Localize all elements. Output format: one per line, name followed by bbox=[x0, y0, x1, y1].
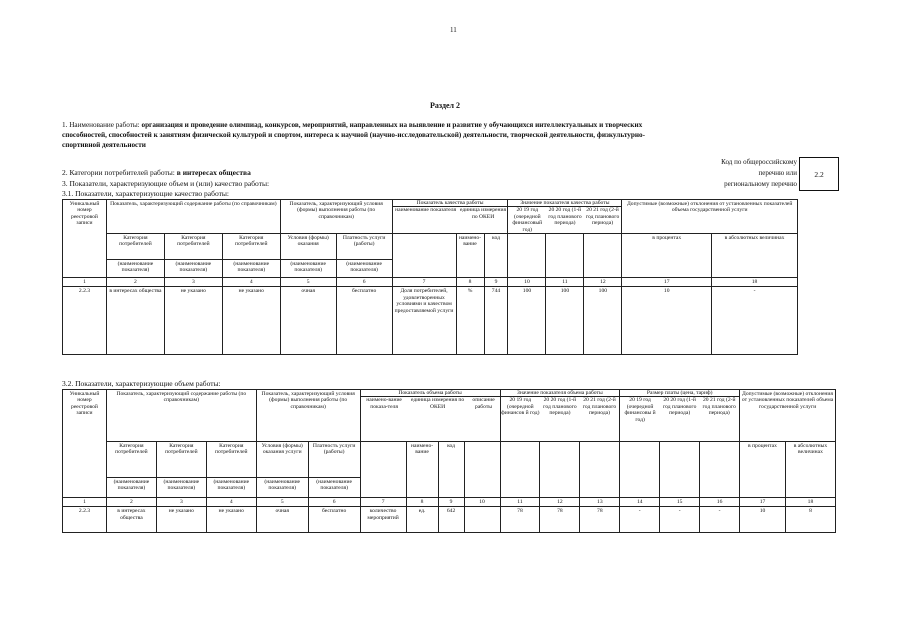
t1-num-cell-5: 5 bbox=[280, 278, 336, 287]
t1-h-y3-cell bbox=[584, 234, 622, 278]
t1-h-id: Уникальный номер реестровой записи bbox=[63, 200, 107, 278]
t2-h-f1-cell bbox=[620, 442, 660, 498]
t1-data-cell-11: 100 bbox=[546, 287, 584, 355]
t1-h-c3: Категория потребителей bbox=[222, 234, 280, 260]
t1-h-dev: Допустимые (возможные) отклонения от установленных показателей объема государственной услуги bbox=[622, 200, 798, 234]
t2-data-cell-14: - bbox=[620, 507, 660, 533]
t1-num-cell-8: 8 bbox=[456, 278, 484, 287]
t2-h-ind1: (наименование показателя) bbox=[106, 478, 156, 498]
consumers-label: 2. Категории потребителей работы: bbox=[62, 168, 175, 177]
t2-num-cell-9: 9 bbox=[438, 498, 464, 507]
t2-h-c5: Платность услуги (работы) bbox=[308, 442, 360, 478]
t2-num-cell-16: 16 bbox=[700, 498, 740, 507]
t1-num-cell-3: 3 bbox=[164, 278, 222, 287]
t1-num-cell-12: 12 bbox=[584, 278, 622, 287]
consumers-value: в интересах общества bbox=[176, 168, 251, 177]
t1-data-cell-3: не указано bbox=[164, 287, 222, 355]
t1-num-cell-1: 1 bbox=[63, 278, 107, 287]
t2-h-ind4: (наименование показателя) bbox=[256, 478, 308, 498]
quality-label: 3.1. Показатели, характеризующие качество работы: bbox=[62, 189, 229, 198]
t2-data-cell-2: в интересах общества bbox=[106, 507, 156, 533]
t2-data-cell-15: - bbox=[660, 507, 700, 533]
t2-h-ucode: код bbox=[438, 442, 464, 498]
t2-data-cell-4: не указано bbox=[206, 507, 256, 533]
t2-h-uname: наимено-вание bbox=[406, 442, 438, 498]
t2-h-dev: Допустимые (возможные) отклонения от установленных показателей объема государственной услуги bbox=[740, 390, 836, 442]
t1-h-y2: 20 20 год (1-й год планового периода) bbox=[548, 207, 582, 227]
t2-h-vname-cell bbox=[360, 442, 406, 498]
section-title: Раздел 2 bbox=[430, 101, 461, 110]
t1-h-qname: наименование показателя bbox=[395, 207, 457, 214]
t2-h-c4: Условия (формы) оказания услуги bbox=[256, 442, 308, 478]
t1-num-cell-6: 6 bbox=[336, 278, 392, 287]
t1-h-c1: Категория потребителей bbox=[106, 234, 164, 260]
t2-data-cell-11: 78 bbox=[500, 507, 540, 533]
t1-num-cell-11: 11 bbox=[546, 278, 584, 287]
t2-h-vol bbox=[360, 390, 500, 442]
t1-num-cell-13: 17 bbox=[622, 278, 712, 287]
t2-h-y1-cell bbox=[500, 442, 540, 498]
t2-data-cell-1: 2.2.3 bbox=[63, 507, 107, 533]
t2-data-cell-13: 78 bbox=[580, 507, 620, 533]
t1-h-qname-cell bbox=[392, 234, 456, 278]
code-label-line1: Код по общероссийскому bbox=[721, 158, 797, 166]
work-name-label: 1. Наименование работы: bbox=[62, 121, 140, 129]
t1-data-cell-9: 744 bbox=[484, 287, 508, 355]
t1-h-c4: Условия (формы) оказания bbox=[280, 234, 336, 260]
t2-num-cell-1: 1 bbox=[63, 498, 107, 507]
t2-num-cell-11: 11 bbox=[500, 498, 540, 507]
t1-h-y2-cell bbox=[546, 234, 584, 278]
t1-h-quality-title: Показатель качества работы bbox=[393, 200, 508, 207]
t2-h-value-title: Значение показателя объема работы bbox=[501, 390, 620, 397]
t2-num-cell-8: 8 bbox=[406, 498, 438, 507]
t1-h-content: Показатель, характеризующий содержание работы (по справочникам) bbox=[106, 200, 280, 234]
t2-h-id: Уникальный номер реестровой записи bbox=[63, 390, 107, 498]
t2-h-f1: 20 19 год (очередной финансовы й год) bbox=[624, 397, 656, 423]
t1-num-cell-9: 9 bbox=[484, 278, 508, 287]
t2-data-cell-16: - bbox=[700, 507, 740, 533]
t2-data-cell-5: очная bbox=[256, 507, 308, 533]
indicators-label: 3. Показатели, характеризующие объем и (или) качество работы: bbox=[62, 179, 270, 188]
t2-num-cell-17: 17 bbox=[740, 498, 786, 507]
code-label-line2: перечню или bbox=[758, 169, 797, 177]
t1-h-y3: 20 21 год (2-й год планового периода) bbox=[585, 207, 620, 227]
t2-data-cell-3: не указано bbox=[156, 507, 206, 533]
t1-h-ind5: (наименование показателя) bbox=[336, 260, 392, 278]
volume-table bbox=[62, 389, 836, 533]
t1-h-ind3: (наименование показателя) bbox=[222, 260, 280, 278]
t2-data-cell-12: 78 bbox=[540, 507, 580, 533]
page-number: 11 bbox=[450, 26, 457, 34]
t2-h-y1: 20 19 год (очередной финансов й год) bbox=[501, 397, 540, 417]
t1-h-pct: в процентах bbox=[622, 234, 712, 278]
t2-data-cell-17: 10 bbox=[740, 507, 786, 533]
t2-h-f3-cell bbox=[700, 442, 740, 498]
t2-h-c1: Категория потребителей bbox=[106, 442, 156, 478]
t2-h-vname: наимено-вание показа-теля bbox=[366, 397, 402, 410]
t2-h-desc: описание работы bbox=[472, 397, 495, 410]
code-label bbox=[687, 157, 797, 190]
t2-h-value bbox=[500, 390, 620, 442]
t1-h-uname: наимено-вание bbox=[456, 234, 484, 278]
t2-num-cell-12: 12 bbox=[540, 498, 580, 507]
code-label-line3: региональному перечню bbox=[724, 180, 797, 188]
t2-data-cell-9: 642 bbox=[438, 507, 464, 533]
t2-data-cell-8: ед. bbox=[406, 507, 438, 533]
t2-data-cell-18: 8 bbox=[785, 507, 835, 533]
t2-num-cell-18: 18 bbox=[785, 498, 835, 507]
t2-h-y2-cell bbox=[540, 442, 580, 498]
t1-h-cond: Показатель, характеризующий условия (формы) выполнения работы (по справочникам) bbox=[280, 200, 392, 234]
t2-h-cond: Показатель, характеризующий условия (формы) выполнения работы (по справочникам) bbox=[256, 390, 360, 442]
t2-h-ind3: (наименование показателя) bbox=[206, 478, 256, 498]
t2-num-cell-3: 3 bbox=[156, 498, 206, 507]
t2-h-c2: Категория потребителей bbox=[156, 442, 206, 478]
t1-num-cell-2: 2 bbox=[106, 278, 164, 287]
t1-num-cell-4: 4 bbox=[222, 278, 280, 287]
t2-num-cell-6: 6 bbox=[308, 498, 360, 507]
t2-data-cell-7: количество мероприятий bbox=[360, 507, 406, 533]
t2-h-f2-cell bbox=[660, 442, 700, 498]
t1-data-cell-10: 100 bbox=[508, 287, 546, 355]
t1-data-cell-14: - bbox=[712, 287, 798, 355]
t1-num-cell-10: 10 bbox=[508, 278, 546, 287]
t2-num-cell-5: 5 bbox=[256, 498, 308, 507]
t2-data-cell-10 bbox=[464, 507, 500, 533]
t1-data-cell-7: Доля потребителей, удовлетворенных условиями и качеством предоставляемой услуги bbox=[392, 287, 456, 355]
t1-h-unit: единица измерения по ОКЕИ bbox=[459, 207, 507, 220]
t2-num-cell-10: 10 bbox=[464, 498, 500, 507]
t1-h-abs: в абсолютных величинах bbox=[712, 234, 798, 278]
t2-h-desc-cell bbox=[464, 442, 500, 498]
t1-h-y1-cell bbox=[508, 234, 546, 278]
work-name-value: организация и проведение олимпиад, конкурсов, мероприятий, направленных на выявление и развитие у обучающихся интеллектуальных и творческих способностей, способностей к занятиям физической культурой и спортом, интереса к научной (научно-исследовательской) деятельности, творческой деятельности, физкультурно-спортивной деятельности bbox=[62, 121, 646, 149]
t1-data-cell-5: очная bbox=[280, 287, 336, 355]
quality-table bbox=[62, 199, 798, 355]
t2-h-fee bbox=[620, 390, 740, 442]
t1-data-cell-6: бесплатно bbox=[336, 287, 392, 355]
t1-data-cell-8: % bbox=[456, 287, 484, 355]
t2-h-f3: 20 21 год (2-й год планового периода) bbox=[702, 397, 736, 417]
t1-num-cell-7: 7 bbox=[392, 278, 456, 287]
t2-num-cell-4: 4 bbox=[206, 498, 256, 507]
t2-h-abs: в абсолютных величинах bbox=[785, 442, 835, 498]
t1-h-c5: Платность услуги (работы) bbox=[336, 234, 392, 260]
t2-num-cell-2: 2 bbox=[106, 498, 156, 507]
t1-h-y1: 20 19 год (очередной финансовый год) bbox=[512, 207, 543, 233]
t2-h-c3: Категория потребителей bbox=[206, 442, 256, 478]
t2-num-cell-14: 14 bbox=[620, 498, 660, 507]
t1-h-ind1: (наименование показателя) bbox=[106, 260, 164, 278]
t2-h-content: Показатель, характеризующий содержание работы (по справочникам) bbox=[106, 390, 256, 442]
consumers-line bbox=[62, 168, 251, 177]
t2-h-f2: 20 20 год (1-й год планового периода) bbox=[662, 397, 697, 417]
t1-h-ucode: код bbox=[484, 234, 508, 278]
t1-h-value bbox=[508, 200, 622, 234]
t1-data-cell-12: 100 bbox=[584, 287, 622, 355]
t2-h-pct: в процентах bbox=[740, 442, 786, 498]
t2-h-vol-title: Показатель объема работы bbox=[361, 390, 500, 397]
t1-data-cell-4: не указано bbox=[222, 287, 280, 355]
t2-h-y3-cell bbox=[580, 442, 620, 498]
work-name bbox=[62, 120, 662, 150]
t1-h-value-title: Значение показателя качества работы bbox=[508, 200, 621, 207]
t2-data-cell-6: бесплатно bbox=[308, 507, 360, 533]
t1-h-c2: Категория потребителей bbox=[164, 234, 222, 260]
t2-num-cell-13: 13 bbox=[580, 498, 620, 507]
t2-h-ind5: (наименование показателя) bbox=[308, 478, 360, 498]
t1-h-quality bbox=[392, 200, 508, 234]
t1-h-ind2: (наименование показателя) bbox=[164, 260, 222, 278]
t2-num-cell-7: 7 bbox=[360, 498, 406, 507]
t2-h-unit: единица измерения по ОКЕИ bbox=[410, 397, 465, 410]
t2-num-cell-15: 15 bbox=[660, 498, 700, 507]
t1-h-ind4: (наименование показателя) bbox=[280, 260, 336, 278]
code-value: 2.2 bbox=[799, 157, 839, 191]
t2-h-y3: 20 21 год (2-й год планового периода) bbox=[582, 397, 617, 417]
t2-h-fee-title: Размер платы (цена, тариф) bbox=[620, 390, 739, 397]
t1-num-cell-14: 18 bbox=[712, 278, 798, 287]
volume-label: 3.2. Показатели, характеризующие объем работы: bbox=[62, 379, 221, 388]
t1-data-cell-2: в интересах общества bbox=[106, 287, 164, 355]
t1-data-cell-13: 10 bbox=[622, 287, 712, 355]
t2-h-ind2: (наименование показателя) bbox=[156, 478, 206, 498]
t2-h-y2: 20 20 год (1-й год планового периода) bbox=[543, 397, 577, 417]
t1-data-cell-1: 2.2.3 bbox=[63, 287, 107, 355]
